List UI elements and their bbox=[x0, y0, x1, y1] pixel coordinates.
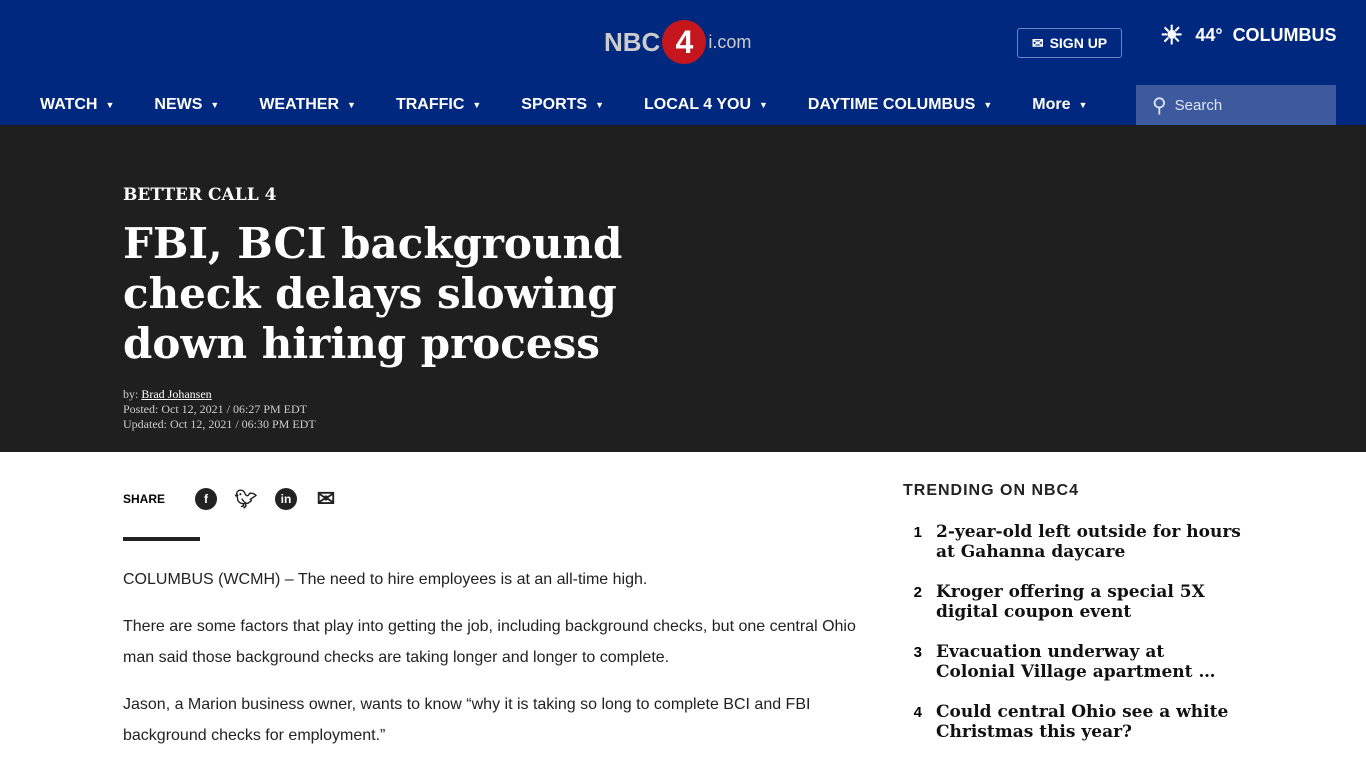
nav-traffic[interactable]: TRAFFIC ▼ bbox=[395, 96, 482, 113]
temperature: 44° bbox=[1195, 25, 1223, 45]
paragraph: There are some factors that play into getting the job, including background checks, but one central Ohio man said those background checks are taking longer and longer to complete. bbox=[123, 618, 856, 666]
trending-item[interactable]: 3 Evacuation underway at Colonial Village apartment … bbox=[913, 642, 1216, 682]
nav-local-4-you[interactable]: LOCAL 4 YOU ▼ bbox=[644, 96, 768, 113]
site-header bbox=[0, 0, 1366, 125]
share-label: SHARE bbox=[123, 492, 166, 506]
paragraph: Jason, a Marion business owner, wants to know “why it is taking so long to complete BCI and FBI background checks for employment.” bbox=[123, 696, 811, 744]
author-link[interactable]: Brad Johansen bbox=[141, 387, 212, 401]
chevron-down-icon: ▼ bbox=[983, 100, 993, 110]
facebook-icon[interactable]: f bbox=[195, 488, 217, 510]
email-icon[interactable]: ✉ bbox=[316, 486, 336, 511]
chevron-down-icon: ▼ bbox=[472, 100, 482, 110]
logo-domain: i.com bbox=[708, 31, 752, 52]
chevron-down-icon: ▼ bbox=[759, 100, 768, 110]
nav-watch[interactable]: WATCH ▼ bbox=[40, 96, 115, 113]
nav-more[interactable]: More ▼ bbox=[1032, 96, 1088, 113]
sun-icon: ☀ bbox=[1160, 20, 1184, 50]
nav-daytime-columbus[interactable]: DAYTIME COLUMBUS ▼ bbox=[807, 96, 993, 113]
search-input[interactable]: ⚲ Search bbox=[1136, 85, 1336, 125]
main-nav bbox=[0, 85, 1366, 125]
mail-icon: ✉ bbox=[1031, 34, 1044, 51]
trending-item[interactable]: 1 2-year-old left outside for hours at Gahanna daycare bbox=[913, 522, 1241, 562]
article-body bbox=[123, 564, 863, 767]
divider bbox=[123, 537, 200, 541]
chevron-down-icon: ▼ bbox=[210, 100, 220, 110]
share-bar bbox=[123, 488, 337, 510]
logo-text: NBC bbox=[604, 26, 661, 57]
city: COLUMBUS bbox=[1232, 25, 1337, 45]
updated-date: Updated: Oct 12, 2021 / 06:30 PM EDT bbox=[123, 417, 316, 431]
sign-up-button[interactable] bbox=[1017, 28, 1122, 58]
paragraph: COLUMBUS (WCMH) – The need to hire employees is at an all-time high. bbox=[123, 571, 648, 588]
nbc4-logo[interactable] bbox=[604, 20, 751, 64]
article-meta: by: Brad Johansen Posted: Oct 12, 2021 / 06:27 PM EDT Updated: Oct 12, 2021 / 06:30 PM EDT bbox=[123, 387, 1366, 432]
nav-sports[interactable]: SPORTS ▼ bbox=[521, 96, 605, 113]
article-header bbox=[0, 125, 1366, 452]
trending-item[interactable]: 4 Could central Ohio see a white Christmas this year? bbox=[913, 702, 1229, 742]
chevron-down-icon: ▼ bbox=[347, 100, 356, 110]
sign-up-label: SIGN UP bbox=[1049, 35, 1108, 51]
trending-list bbox=[903, 482, 1263, 762]
logo-4: 4 bbox=[662, 20, 706, 64]
trending-item[interactable]: 2 Kroger offering a special 5X digital coupon event bbox=[913, 582, 1205, 622]
chevron-down-icon: ▼ bbox=[595, 100, 605, 110]
linkedin-icon[interactable]: in bbox=[275, 488, 297, 510]
chevron-down-icon: ▼ bbox=[105, 100, 115, 110]
posted-date: Posted: Oct 12, 2021 / 06:27 PM EDT bbox=[123, 402, 308, 416]
search-icon: ⚲ bbox=[1152, 94, 1167, 117]
twitter-icon[interactable]: 🐦︎ bbox=[234, 488, 258, 509]
chevron-down-icon: ▼ bbox=[1078, 100, 1088, 110]
trending-title: TRENDING ON NBC4 bbox=[903, 482, 1080, 499]
category-kicker[interactable]: BETTER CALL 4 bbox=[123, 185, 277, 205]
article-title: FBI, BCI background check delays slowing down hiring process bbox=[123, 219, 623, 368]
weather-widget[interactable] bbox=[1160, 20, 1337, 51]
nav-news[interactable]: NEWS ▼ bbox=[154, 96, 220, 113]
nav-weather[interactable]: WEATHER ▼ bbox=[259, 96, 356, 113]
